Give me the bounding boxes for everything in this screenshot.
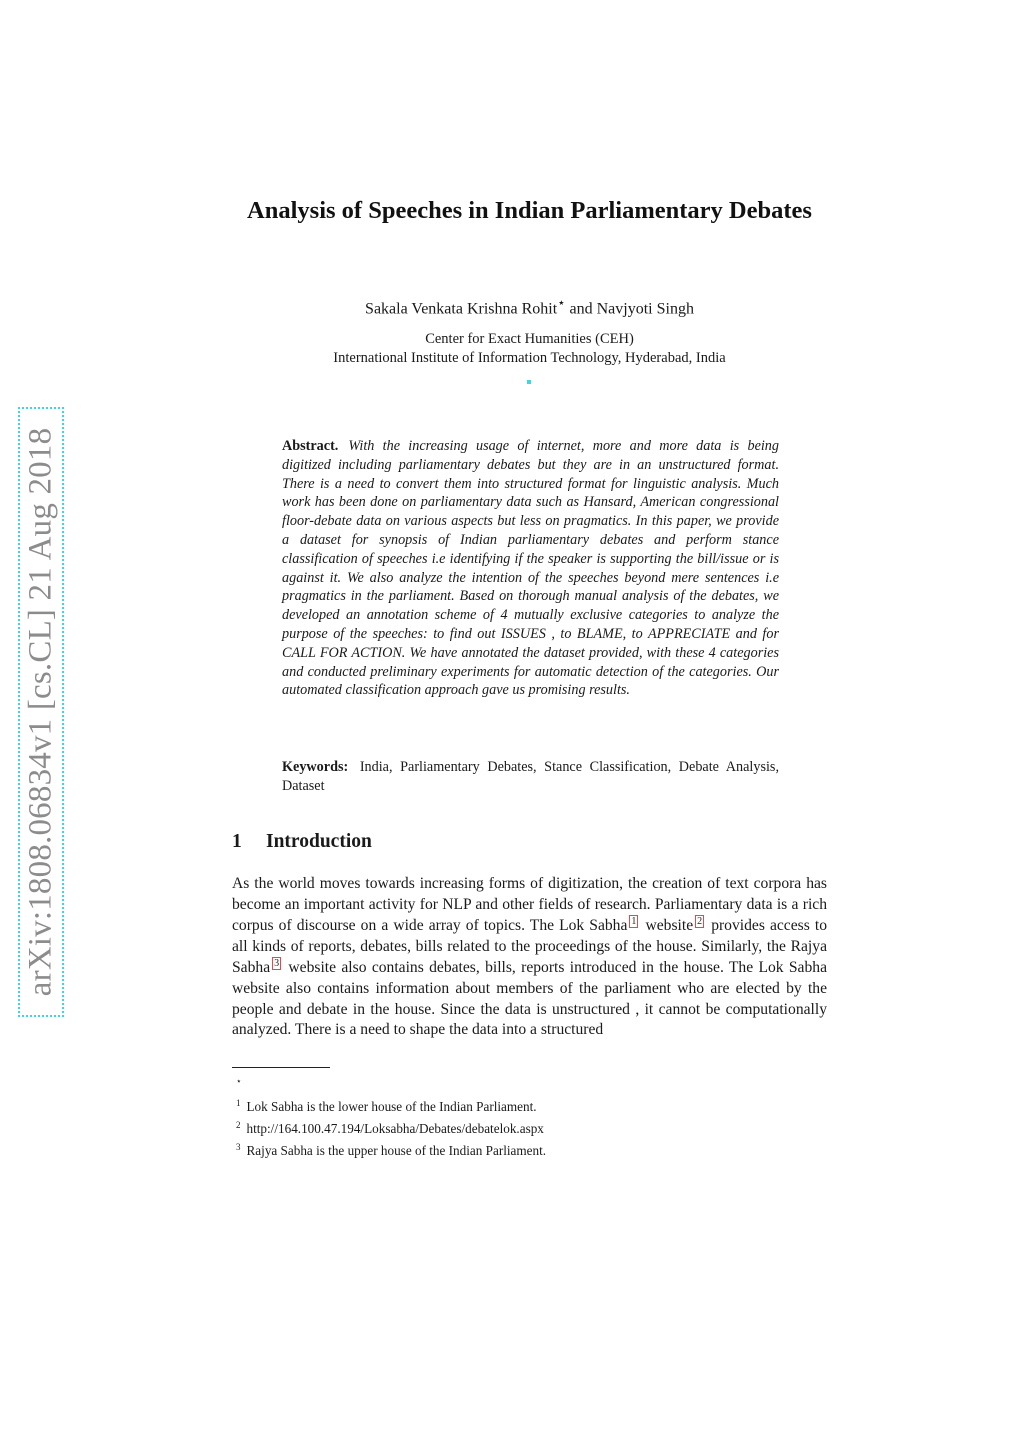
footnote-star: ⋆ <box>236 1076 242 1086</box>
keywords-text: India, Parliamentary Debates, Stance Classification, Debate Analysis, Dataset <box>282 759 779 794</box>
footnote-3: $^3$ Rajya Sabha is the upper house of the Indian Parliament. <box>236 1142 547 1158</box>
intro-text-4: website also contains debates, bills, reports introduced in the house. The Lok Sabha website also contains information about members of the parliament who are elected by the people and debate in the house. Since the data is unstructured , it cannot be computationally analyzed. There is a need to shape the data into a structured <box>232 959 827 1039</box>
link-anchor-dot[interactable] <box>527 380 531 384</box>
intro-text-3: provides access to all kinds of reports, debates, bills related to the proceedings of the house. Similarly, the Rajya Sabha <box>232 917 827 977</box>
introduction-paragraph <box>232 874 827 1041</box>
footnote-link-2[interactable]: 2 <box>697 916 703 928</box>
paper-title: Analysis of Speeches in Indian Parliamentary Debates <box>247 197 812 224</box>
abstract-text: With the increasing usage of internet, more and more data is being digitized including parliamentary debates but they are in an unstructured format. There is a need to convert them into structured format for linguistic analysis. Much work has been done on parliamentary data such as Hansard, American congressional floor-debate data on various aspects but less on pragmatics. In this paper, we provide a dataset for synopsis of Indian parliamentary debates and perform stance classification of speeches i.e identifying if the speaker is supporting the bill/issue or is against it. We also analyze the intention of the speeches beyond mere sentences i.e pragmatics in the parliament. Based on thorough manual analysis of the debates, we developed an annotation scheme of 4 mutually exclusive categories to analyze the purpose of the speeches: to find out ISSUES , to BLAME, to APPRECIATE and for CALL FOR ACTION. We have annotated the dataset provided, with these 4 categories and conducted preliminary experiments for automatic detection of the categories. Our automated classification approach gave us promising results. <box>282 438 779 699</box>
keywords <box>282 758 779 796</box>
author-footnote-mark: ⋆ <box>557 295 566 310</box>
affiliation-line-2: International Institute of Information Technology, Hyderabad, India <box>333 350 726 366</box>
section-title: Introduction <box>266 831 372 852</box>
footnote-url[interactable]: http://164.100.47.194/Loksabha/Debates/debatelok.aspx <box>246 1121 544 1136</box>
intro-text-1: As the world moves towards increasing forms of digitization, the creation of text corpora has become an important activity for NLP and other fields of research. Parliamentary data is a rich corpus of discourse on a wide array of topics. The Lok Sabha <box>232 875 827 935</box>
footnote-divider <box>232 1067 330 1068</box>
footnote-2[interactable]: $^2$ http://164.100.47.194/Loksabha/Debates/debatelok.aspx <box>236 1120 544 1136</box>
arxiv-identifier[interactable]: arXiv:1808.06834v1 [cs.CL] 21 Aug 2018 <box>22 427 59 997</box>
affiliation-line-1: Center for Exact Humanities (CEH) <box>425 331 634 347</box>
intro-text-2: website <box>640 917 694 935</box>
keywords-label: Keywords: <box>282 759 349 775</box>
section-heading <box>232 830 372 854</box>
affiliation <box>232 330 827 368</box>
footnotes <box>236 1072 831 1160</box>
author-line <box>232 293 827 319</box>
abstract-label: Abstract. <box>282 438 339 454</box>
abstract <box>282 437 779 700</box>
section-number: 1 <box>232 831 242 852</box>
author-names: Sakala Venkata Krishna Rohit <box>365 300 558 318</box>
footnote-link-3[interactable]: 3 <box>274 958 280 970</box>
author-names-rest: and Navjyoti Singh <box>565 300 694 318</box>
footnote-link-1[interactable]: 1 <box>631 916 637 928</box>
footnote-1: $^1$ Lok Sabha is the lower house of the Indian Parliament. <box>236 1098 537 1114</box>
